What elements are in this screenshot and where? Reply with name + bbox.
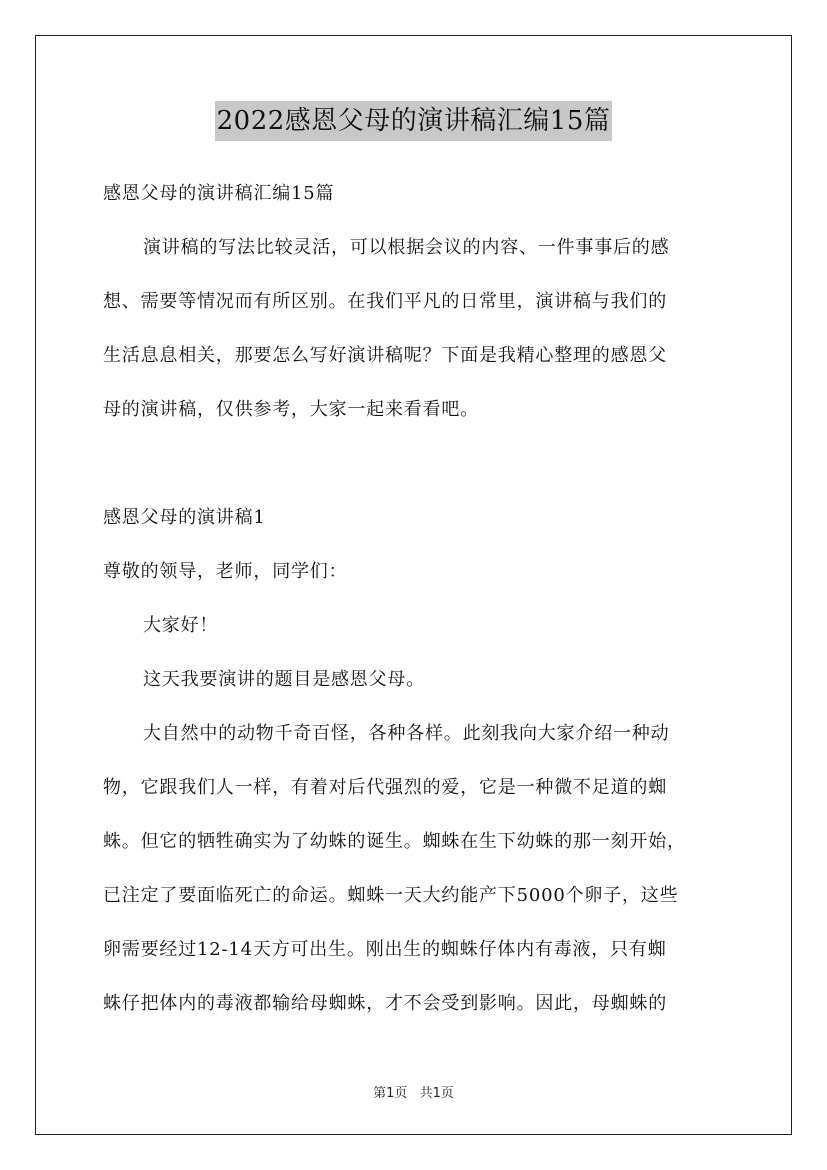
section-heading: 感恩父母的演讲稿1	[103, 507, 266, 528]
page-total: 共1页	[419, 1086, 454, 1101]
intro-line: 生活息息相关，那要怎么写好演讲稿呢？下面是我精心整理的感恩父	[103, 345, 667, 366]
page-footer	[0, 1082, 827, 1101]
body-line: 蛛。但它的牺牲确实为了幼蛛的诞生。蜘蛛在生下幼蛛的那一刻开始，	[103, 831, 686, 852]
intro-line: 演讲稿的写法比较灵活，可以根据会议的内容、一件事事后的感	[143, 237, 670, 258]
intro-paragraph	[103, 232, 743, 426]
document-title	[0, 101, 827, 141]
body-line: 大自然中的动物千奇百怪，各种各样。此刻我向大家介绍一种动	[143, 723, 670, 744]
topic-line: 这天我要演讲的题目是感恩父母。	[143, 669, 425, 690]
body-paragraph	[103, 718, 743, 1020]
body-line: 卵需要经过12-14天方可出生。刚出生的蜘蛛仔体内有毒液，只有蜘	[103, 939, 667, 960]
body-line: 物，它跟我们人一样，有着对后代强烈的爱，它是一种微不足道的蜘	[103, 777, 667, 798]
greeting: 大家好！	[143, 615, 219, 636]
page-number: 第1页	[373, 1086, 408, 1101]
salutation: 尊敬的领导，老师，同学们：	[103, 561, 348, 582]
body-line: 已注定了要面临死亡的命运。蜘蛛一天大约能产下5000个卵子，这些	[103, 885, 679, 906]
document-title-text: 2022感恩父母的演讲稿汇编15篇	[215, 101, 613, 141]
body-line: 蛛仔把体内的毒液都输给母蜘蛛，才不会受到影响。因此，母蜘蛛的	[103, 993, 667, 1014]
document-subtitle: 感恩父母的演讲稿汇编15篇	[103, 183, 335, 204]
document-body	[103, 178, 743, 1020]
intro-line: 想、需要等情况而有所区别。在我们平凡的日常里，演讲稿与我们的	[103, 291, 667, 312]
intro-line: 母的演讲稿，仅供参考，大家一起来看看吧。	[103, 399, 479, 420]
